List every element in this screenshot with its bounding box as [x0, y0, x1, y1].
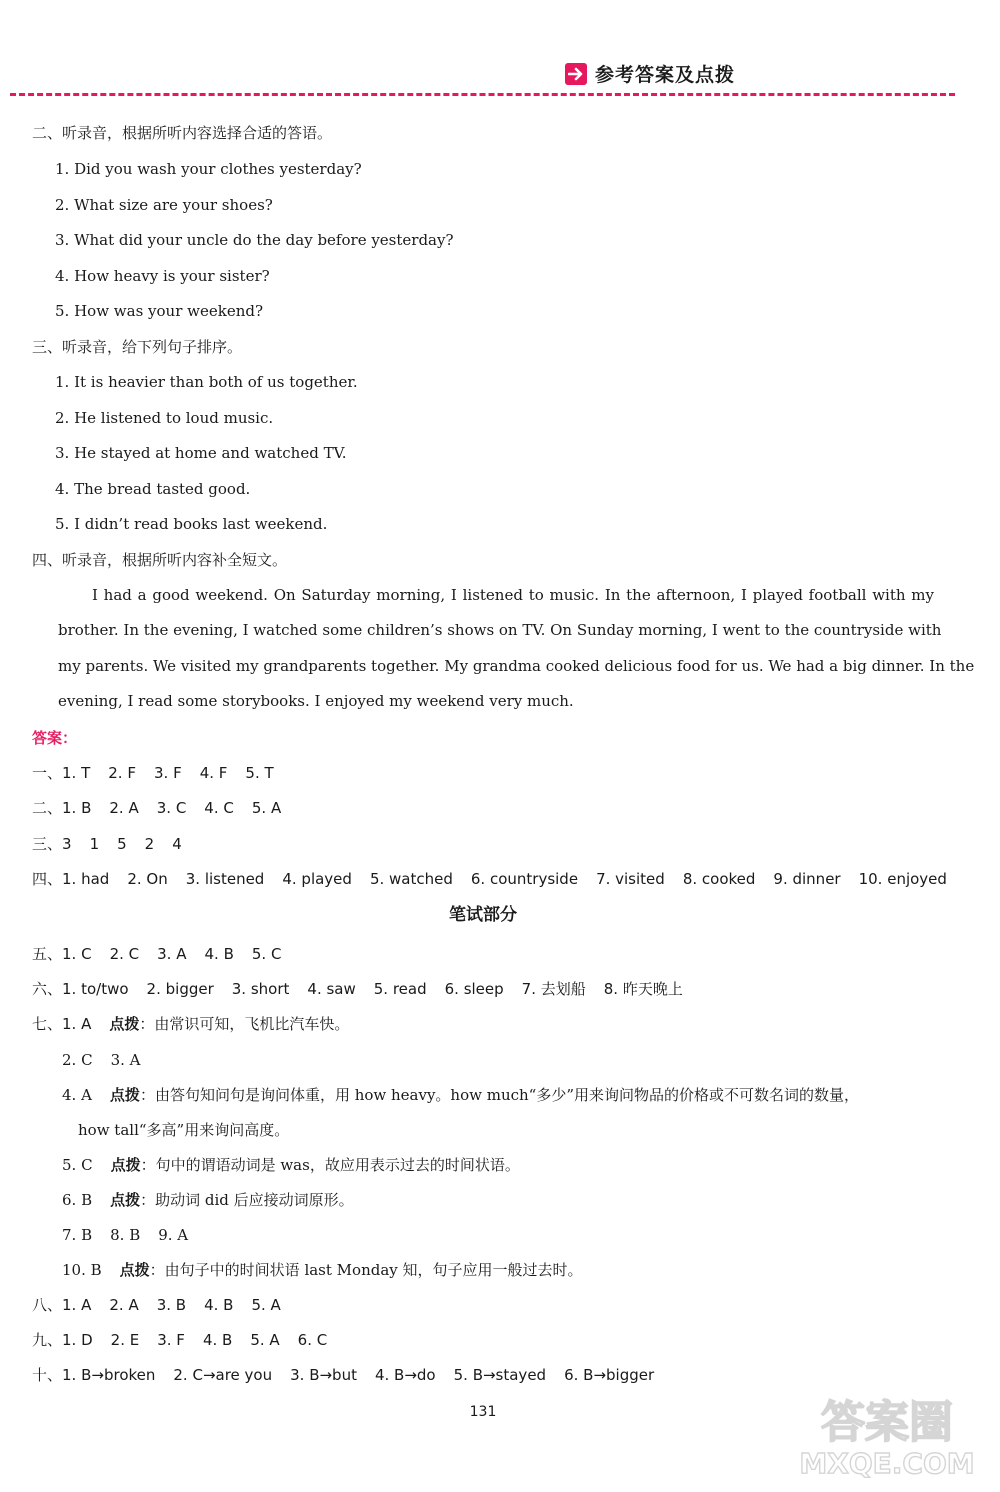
answer-prefix: 三、: [32, 835, 63, 853]
section-title: 三、听录音，给下列句子排序。: [32, 338, 243, 356]
answer-item: 6. countryside: [470, 870, 579, 888]
answer-row: [32, 1365, 654, 1385]
answer-row: [32, 798, 281, 818]
answer-row: [32, 1330, 327, 1350]
answer-item: 5. watched: [369, 870, 453, 888]
answer-item: 6. B: [62, 1191, 93, 1209]
list-item: 4. How heavy is your sister?: [55, 267, 270, 285]
answer-row: [32, 763, 274, 783]
answer-item: 4. B→do: [374, 1366, 436, 1384]
answer-item: 4. played: [282, 870, 352, 888]
tip-text: ：由答句知问句是询问体重，用 how heavy。how much“多少”用来询问物品的价格或不可数名词的数量，: [139, 1086, 860, 1104]
answer-item: 3. A: [157, 945, 187, 963]
answer-row: [62, 1155, 520, 1175]
answer-item: 1. D: [62, 1331, 93, 1349]
answer-item: 1. B: [62, 799, 92, 817]
answer-prefix: 一、: [32, 764, 63, 782]
answer-item: 5. A: [251, 1296, 281, 1314]
arrow-right-icon: [565, 63, 587, 85]
answer-item: 10. B: [62, 1261, 102, 1279]
answer-prefix: 七、: [32, 1015, 63, 1033]
answer-item: 9. A: [158, 1226, 189, 1244]
tip-text: ：句中的谓语动词是 was，故应用表示过去的时间状语。: [140, 1156, 520, 1174]
header-title: 参考答案及点拨: [595, 64, 736, 86]
answer-item: 3. F: [157, 1331, 185, 1349]
answer-item: 2. On: [127, 870, 168, 888]
list-item: 4. The bread tasted good.: [55, 480, 251, 498]
answer-item: 8. 昨天晚上: [603, 980, 683, 998]
answer-item: 5: [117, 835, 127, 853]
answer-prefix: 二、: [32, 799, 63, 817]
answer-item: 2. bigger: [146, 980, 214, 998]
answer-prefix: 六、: [32, 980, 63, 998]
header-divider: [10, 93, 955, 96]
tip-label: 点拨: [109, 1086, 140, 1104]
answer-item: 1. had: [62, 870, 110, 888]
tip-label: 点拨: [110, 1156, 141, 1174]
section-title: 二、听录音，根据所听内容选择合适的答语。: [32, 124, 333, 142]
answer-item: 4. B: [202, 1331, 233, 1349]
svg-text:答案圈: 答案圈: [821, 1397, 953, 1448]
answer-item: 3. B: [156, 1296, 187, 1314]
answer-item: 4. C: [204, 799, 234, 817]
answer-row: [62, 1260, 583, 1280]
answer-prefix: 十、: [32, 1366, 63, 1384]
answer-item: 2. A: [109, 799, 139, 817]
answer-item: 5. A: [251, 799, 282, 817]
answer-item: 3. short: [231, 980, 290, 998]
answer-row: [62, 1190, 354, 1210]
answer-item: 3: [62, 835, 72, 853]
tip-label: 点拨: [109, 1015, 140, 1033]
answer-item: 5. C: [62, 1156, 93, 1174]
answer-item: 3. C: [156, 799, 187, 817]
answer-item: 1. A: [62, 1296, 92, 1314]
answer-item: 1: [89, 835, 100, 853]
answer-item: 2. F: [108, 764, 136, 782]
answer-item: 5. T: [245, 764, 274, 782]
answer-item: 2: [144, 835, 155, 853]
list-item: 1. Did you wash your clothes yesterday?: [55, 160, 362, 178]
tip-text: ：由句子中的时间状语 last Monday 知，句子应用一般过去时。: [149, 1261, 583, 1279]
answer-item: 1. B→broken: [62, 1366, 156, 1384]
answer-item: 7. visited: [596, 870, 665, 888]
answer-row: [32, 1014, 349, 1034]
tip-label: 点拨: [119, 1261, 150, 1279]
answer-row: [32, 1295, 281, 1315]
answer-prefix: 四、: [32, 870, 63, 888]
answer-item: 4. A: [62, 1086, 92, 1104]
answer-row: [62, 1085, 859, 1105]
answer-item: 4. F: [199, 764, 228, 782]
answer-prefix: 九、: [32, 1331, 63, 1349]
answer-item: 2. C: [62, 1051, 93, 1069]
answer-item: 1. to/two: [62, 980, 129, 998]
answer-item: 1. A: [62, 1015, 92, 1033]
list-item: 3. He stayed at home and watched TV.: [55, 444, 347, 462]
answer-item: 2. A: [109, 1296, 139, 1314]
answer-item: 6. B→bigger: [564, 1366, 655, 1384]
answer-item: 2. E: [110, 1331, 140, 1349]
answer-item: 7. B: [62, 1226, 93, 1244]
answer-row: [32, 944, 281, 964]
svg-text:MXQE.COM: MXQE.COM: [799, 1447, 975, 1480]
section-heading: 笔试部分: [449, 905, 517, 925]
answer-item: 9. dinner: [773, 870, 841, 888]
paragraph-line: I had a good weekend. On Saturday morning, I listened to music. In the afternoon, I played football with my: [92, 586, 934, 604]
answer-item: 3. listened: [185, 870, 265, 888]
answer-item: 6. C: [297, 1331, 328, 1349]
paragraph-line: brother. In the evening, I watched some children’s shows on TV. On Sunday morning, I went to the countryside with: [58, 621, 942, 639]
answer-item: 6. sleep: [444, 980, 504, 998]
answer-item: 1. C: [62, 945, 92, 963]
answers-label: 答案：: [32, 729, 78, 747]
list-item: 2. What size are your shoes?: [55, 196, 273, 214]
list-item: 5. How was your weekend?: [55, 302, 264, 320]
answer-item: 4. B: [204, 945, 234, 963]
list-item: 1. It is heavier than both of us together.: [55, 373, 358, 391]
answer-row: [32, 834, 182, 854]
list-item: 5. I didn’t read books last weekend.: [55, 515, 328, 533]
answer-item: 5. C: [251, 945, 282, 963]
paragraph-line: evening, I read some storybooks. I enjoyed my weekend very much.: [58, 692, 574, 710]
list-item: 3. What did your uncle do the day before yesterday?: [55, 231, 454, 249]
answer-prefix: 五、: [32, 945, 63, 963]
answer-item: 8. cooked: [682, 870, 756, 888]
page-number: 131: [469, 1404, 497, 1420]
tip-text: ：助动词 did 后应接动词原形。: [140, 1191, 354, 1209]
answer-item: 10. enjoyed: [858, 870, 947, 888]
answer-item: 2. C→are you: [173, 1366, 273, 1384]
answer-item: 8. B: [110, 1226, 141, 1244]
answer-item: 3. F: [153, 764, 182, 782]
watermark-logo: [792, 1385, 982, 1480]
answer-row: [62, 1050, 140, 1070]
answer-item: 2. C: [109, 945, 140, 963]
answer-item: 4. B: [204, 1296, 234, 1314]
answer-item: 3. A: [110, 1051, 141, 1069]
answer-item: 1. T: [62, 764, 91, 782]
tip-text: ：由常识可知，飞机比汽车快。: [139, 1015, 350, 1033]
list-item: 2. He listened to loud music.: [55, 409, 274, 427]
answer-row: [32, 869, 947, 889]
answer-prefix: 八、: [32, 1296, 63, 1314]
answer-item: 7. 去划船: [521, 980, 586, 998]
tip-text: how tall“多高”用来询问高度。: [78, 1121, 290, 1139]
answer-item: 4: [172, 835, 182, 853]
answer-item: 5. B→stayed: [453, 1366, 547, 1384]
page-header: [565, 60, 735, 87]
tip-label: 点拨: [110, 1191, 141, 1209]
answer-item: 5. A: [250, 1331, 280, 1349]
section-title: 四、听录音，根据所听内容补全短文。: [32, 551, 288, 569]
answer-row: [62, 1225, 188, 1245]
answer-row: [32, 979, 683, 999]
answer-item: 5. read: [373, 980, 427, 998]
answer-item: 4. saw: [307, 980, 356, 998]
paragraph-line: my parents. We visited my grandparents together. My grandma cooked delicious food for us. We had a big dinner. In the: [58, 657, 975, 675]
answer-item: 3. B→but: [290, 1366, 357, 1384]
